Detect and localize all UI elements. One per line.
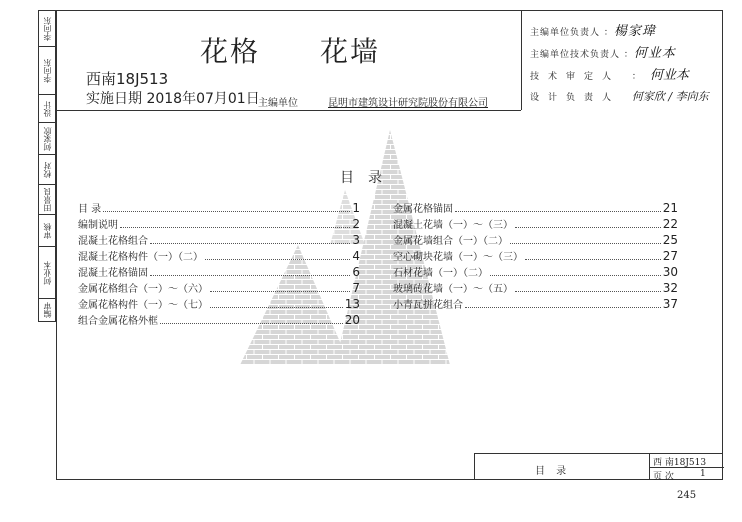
strip-text: 编审 [42,302,52,318]
signature-divider [521,10,522,110]
implementation-date: 实施日期 2018年07月01日 [86,91,260,107]
toc-entry-label: 玻璃砖花墙（一）～（五） [393,284,513,295]
toc-entry-label: 目 录 [78,204,102,215]
toc-entry-page: 27 [662,249,678,263]
toc-entry-page: 6 [352,265,360,279]
toc-entry[interactable] [78,280,360,296]
toc-entry-page: 4 [352,249,360,263]
toc-entry-label: 石材花墙（一）（二） [393,268,488,279]
strip-text: 设计 [42,100,52,117]
title-block-code: 西 南18J513 [653,458,707,468]
toc-entry[interactable] [393,296,678,312]
toc-entry-page: 30 [662,265,678,279]
leader-dots [210,291,350,292]
leader-dots [455,211,661,212]
toc-entry-label: 金属花格组合（一）～（六） [78,284,208,295]
toc-entry-label: 组合金属花格外框 [78,316,158,327]
leader-dots [150,243,350,244]
toc-entry-label: 混凝土花格组合 [78,236,148,247]
toc-entry-label: 金属花格锚固 [393,204,453,215]
signature-row [530,88,709,104]
toc-entry-page: 7 [352,281,360,295]
signature-mark: 何业本 [633,46,676,61]
title-block [474,453,723,480]
title-block-page-value: 1 [700,469,706,479]
toc-entry[interactable] [78,200,360,216]
toc-entry-page: 37 [662,297,678,311]
strip-text: 何家欣 [42,126,52,151]
toc-entry-page: 2 [352,217,360,231]
toc-entry-label: 混凝土花格锚固 [78,268,148,279]
strip-text: 何业本 [42,260,52,285]
toc-entry[interactable] [393,200,678,216]
signature-row: 主编单位负责人 ：楊家瑋 [530,24,656,39]
signature-row: 技术审定人 ：何业本 [530,68,689,83]
strip-text: 审核 [42,222,52,239]
toc-entry[interactable] [78,216,360,232]
page-number: 245 [677,490,697,501]
strip-cell [39,123,55,155]
toc-entry[interactable] [393,248,678,264]
toc-entry[interactable] [78,264,360,280]
leader-dots [525,259,661,260]
signature-mark: 何业本 [649,68,689,83]
toc-entry-page: 20 [344,313,360,327]
signature-role: 设计负责人 [530,93,621,103]
binding-strip [38,10,56,322]
strip-text: 校对 [42,161,52,178]
toc-entry-page: 25 [662,233,678,247]
toc-entry-label: 混凝土花墙（一）～（三） [393,220,513,231]
strip-cell [39,11,55,47]
editor-name: 昆明市建筑设计研究院股份有限公司 [328,98,488,109]
signature-role: 技术审定人 [530,72,621,82]
leader-dots [515,227,661,228]
toc-entry-label: 小青瓦拼花组合 [393,300,463,311]
strip-text: 李向东 [42,16,52,41]
leader-dots [150,275,350,276]
toc-entry-label: 金属花格构件（一）～（七） [78,300,208,311]
signature-role: 主编单位技术负责人 [530,50,621,60]
toc-right-column [393,200,678,312]
leader-dots [515,291,661,292]
toc-left-column [78,200,360,328]
strip-text: 李向东 [42,58,52,83]
toc-entry-page: 13 [344,297,360,311]
toc-entry[interactable] [393,232,678,248]
toc-entry-label: 混凝土花格构件（一）（二） [78,252,203,263]
toc-entry[interactable] [393,280,678,296]
title-right: 花墙 [320,35,381,68]
standard-code: 西南18J513 [86,70,169,88]
signature-row: 主编单位技术负责人 ：何业本 [530,46,676,61]
strip-cell [39,47,55,95]
header-divider [56,110,521,111]
strip-cell [39,95,55,123]
toc-entry-label: 空心砌块花墙（一）～（三） [393,252,523,263]
toc-entry-label: 编制说明 [78,220,118,231]
toc-entry-page: 3 [352,233,360,247]
toc-entry[interactable] [78,248,360,264]
leader-dots [510,243,661,244]
toc-entry[interactable] [393,216,678,232]
strip-cell [39,247,55,299]
leader-dots [490,275,661,276]
toc-entry-page: 22 [662,217,678,231]
strip-cell [39,185,55,215]
toc-entry-page: 1 [352,201,360,215]
signature-role: 主编单位负责人 [530,28,601,38]
title-block-page-label: 页 次 [653,472,674,482]
toc-entry[interactable] [78,232,360,248]
editor-label: 主编单位 [258,98,298,109]
signature-mark: 何家欣 / 李向东 [631,90,709,103]
leader-dots [120,227,350,228]
toc-entry[interactable] [78,312,360,328]
signature-mark: 楊家瑋 [613,24,656,39]
strip-cell [39,215,55,247]
leader-dots [210,307,343,308]
toc-entry-page: 32 [662,281,678,295]
toc-entry[interactable] [393,264,678,280]
strip-cell [39,155,55,185]
leader-dots [160,323,343,324]
title-block-name: 目 录 [535,466,571,477]
toc-entry-label: 金属花墙组合（一）（二） [393,236,508,247]
title-left: 花格 [200,35,261,68]
leader-dots [103,211,350,212]
strip-cell [39,299,55,321]
toc-entry-page: 21 [662,201,678,215]
leader-dots [205,259,350,260]
strip-text: 田景良 [42,187,52,212]
leader-dots [465,307,661,308]
toc-entry[interactable] [78,296,360,312]
toc-title: 目录 [340,170,396,186]
